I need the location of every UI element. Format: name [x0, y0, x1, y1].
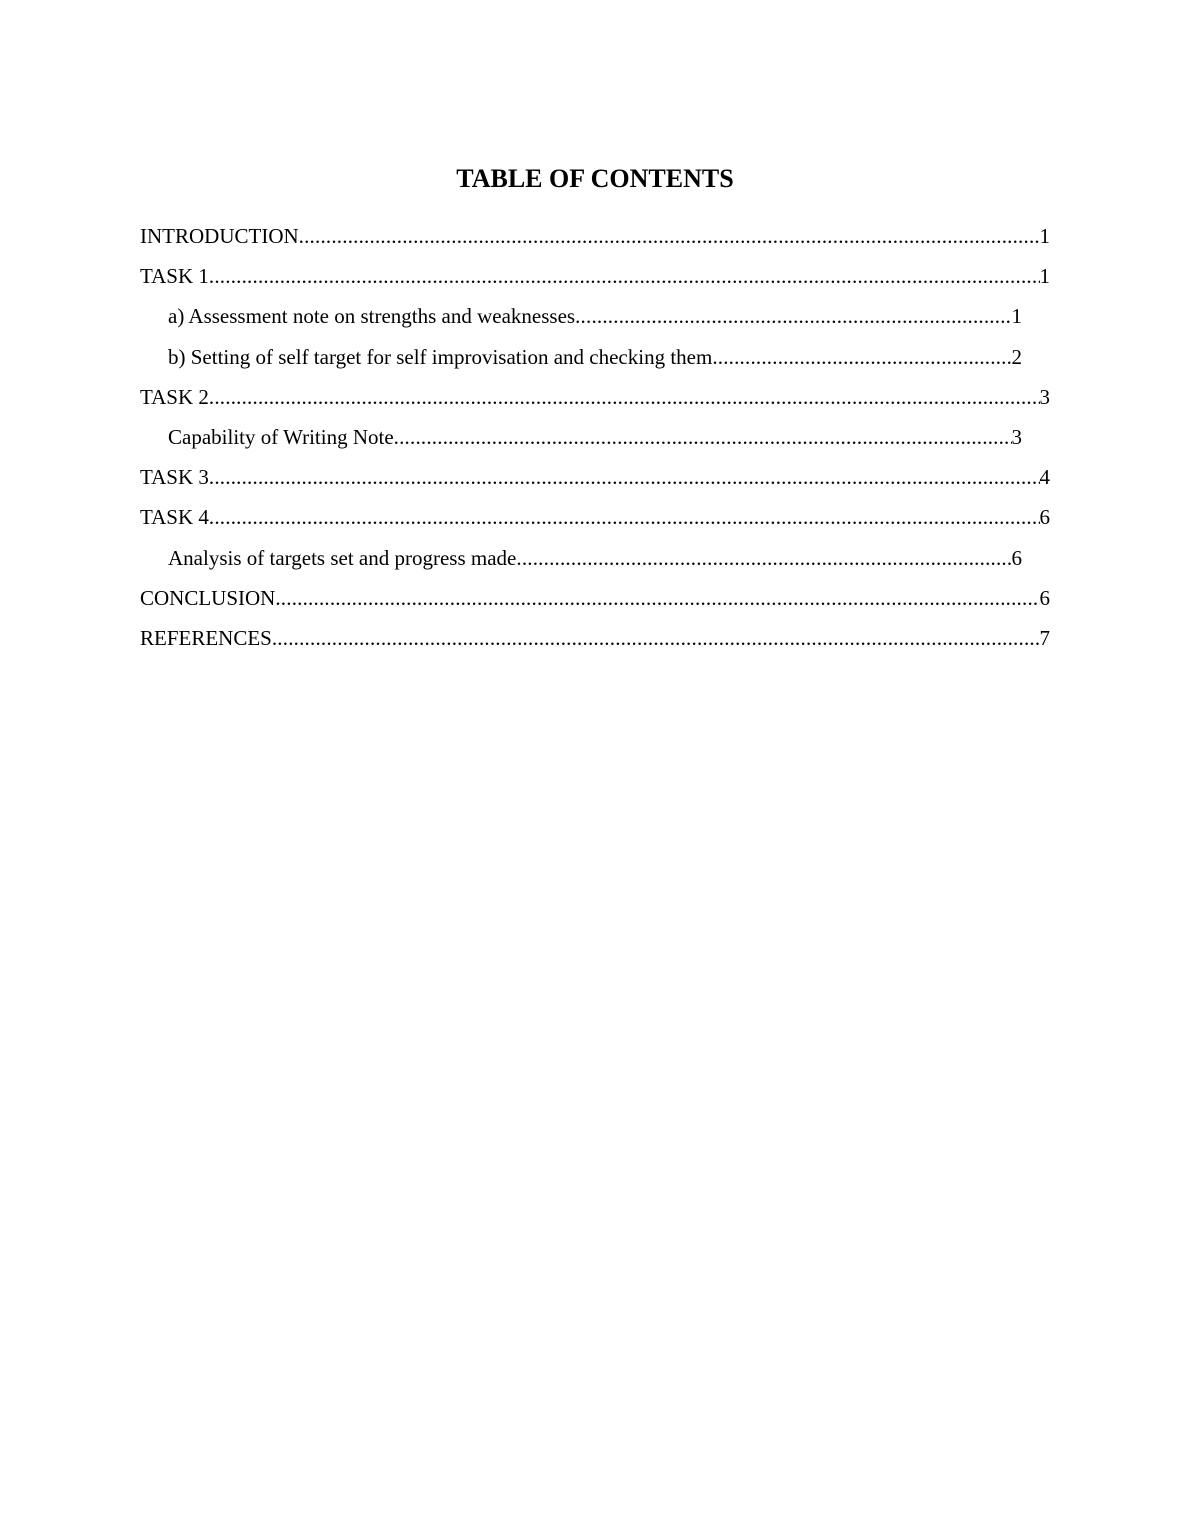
toc-entry-label: TASK 4	[140, 505, 209, 530]
toc-entry-writing-note[interactable]	[140, 422, 1050, 462]
toc-entry-label: REFERENCES	[140, 625, 272, 650]
toc-list	[140, 221, 1050, 663]
toc-entry-label: a) Assessment note on strengths and weaknesses	[168, 304, 576, 329]
toc-entry-label: Analysis of targets set and progress made	[168, 545, 517, 570]
toc-title: TABLE OF CONTENTS	[456, 164, 734, 193]
dot-leader	[299, 221, 1040, 251]
toc-entry-page: 2	[1011, 344, 1022, 369]
toc-entry-page: 6	[1039, 585, 1050, 610]
dot-leader	[394, 422, 1012, 452]
dot-leader	[209, 462, 1040, 492]
toc-entry-conclusion[interactable]	[140, 583, 1050, 623]
toc-entry-page: 1	[1039, 224, 1050, 248]
dot-leader	[275, 583, 1039, 613]
toc-entry-page: 7	[1039, 625, 1050, 650]
toc-entry-label: TASK 1	[140, 264, 209, 289]
toc-entry-introduction[interactable]	[140, 221, 1050, 261]
dot-leader	[209, 261, 1040, 291]
toc-entry-task-1[interactable]	[140, 261, 1050, 301]
toc-entry-task-4[interactable]	[140, 502, 1050, 542]
dot-leader	[575, 301, 1011, 331]
toc-entry-page: 4	[1039, 465, 1050, 490]
toc-entry-page: 1	[1039, 264, 1050, 289]
dot-leader	[209, 502, 1040, 532]
toc-entry-label: INTRODUCTION	[140, 224, 299, 248]
dot-leader	[209, 382, 1040, 412]
toc-entry-page: 6	[1011, 545, 1022, 570]
toc-entry-label: b) Setting of self target for self improvisation and checking them	[168, 344, 713, 369]
dot-leader	[516, 543, 1011, 573]
toc-entry-references[interactable]	[140, 623, 1050, 663]
toc-entry-page: 6	[1039, 505, 1050, 530]
toc-entry-analysis-of-targets[interactable]	[140, 543, 1050, 583]
toc-entry-assessment-note[interactable]	[140, 301, 1050, 341]
toc-entry-self-target[interactable]	[140, 342, 1050, 382]
dot-leader	[712, 342, 1011, 372]
toc-entry-page: 3	[1011, 424, 1022, 449]
dot-leader	[272, 623, 1040, 653]
toc-entry-label: TASK 2	[140, 384, 209, 409]
toc-entry-page: 3	[1039, 384, 1050, 409]
toc-entry-page: 1	[1011, 304, 1022, 329]
toc-entry-label: CONCLUSION	[140, 585, 276, 610]
toc-entry-task-2[interactable]	[140, 382, 1050, 422]
toc-entry-label: Capability of Writing Note	[168, 424, 394, 449]
toc-entry-task-3[interactable]	[140, 462, 1050, 502]
toc-entry-label: TASK 3	[140, 465, 209, 490]
